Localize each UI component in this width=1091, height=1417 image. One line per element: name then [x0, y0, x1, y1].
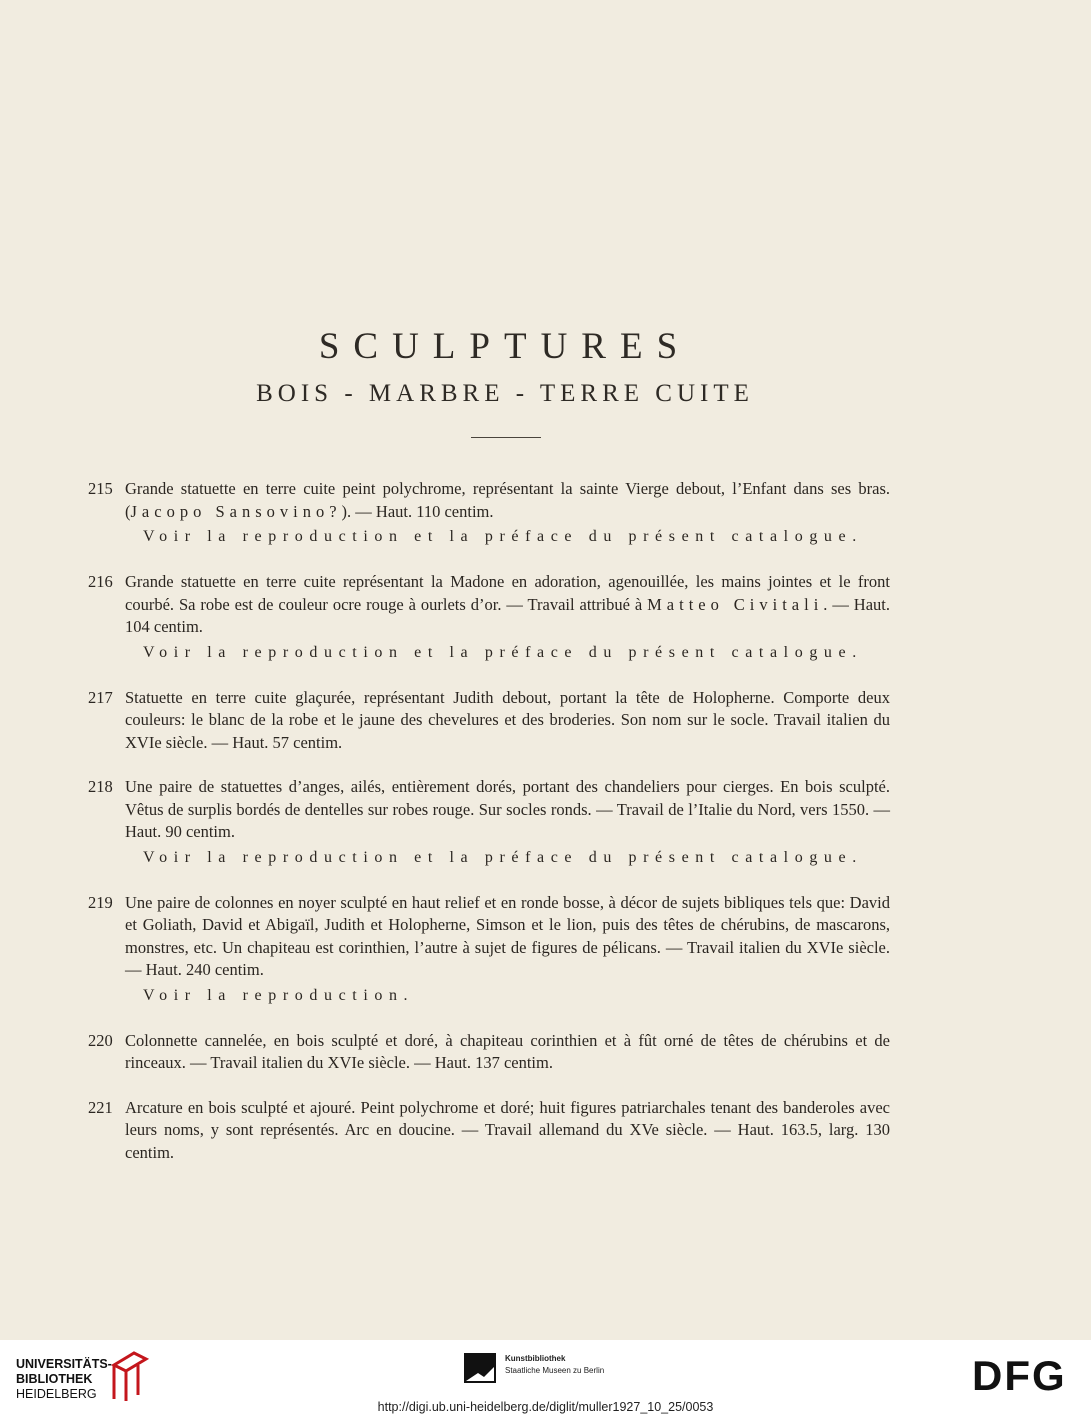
- digitization-footer: [0, 1340, 1091, 1417]
- heidelberg-library-name: UNIVERSITÄTS- BIBLIOTHEK HEIDELBERG: [16, 1357, 112, 1401]
- page-subtitle: BOIS - MARBRE - TERRE CUITE: [256, 380, 754, 407]
- page-title: SCULPTURES: [318, 326, 692, 367]
- see-reproduction-note: Voir la reproduction et la préface du présent catalogue.: [143, 848, 863, 866]
- artist-name: Matteo Civitali: [647, 594, 824, 614]
- title-divider: [471, 437, 541, 438]
- entry-number: 218: [88, 777, 113, 796]
- entry-number: 217: [88, 687, 113, 707]
- source-url[interactable]: http://digi.ub.uni-heidelberg.de/diglit/muller1927_10_25/0053: [377, 1400, 714, 1414]
- entry-number: 221: [88, 1097, 113, 1117]
- catalogue-entry-215: [88, 478, 890, 549]
- entry-text: Une paire de colonnes en noyer sculpté en haut relief et en ronde bosse, à décor de sujets bibliques tels que: David et Goliath, David et Abigaïl, Judith et Holopherne, Simson et le lion, puis des têtes de chérubins, de mascarons, monstres, etc. Un chapiteau est corinthien, l’autre à sujet de figures de pélicans. — Travail italien du XVIe siècle. — Haut. 240 centim.: [125, 892, 890, 979]
- kunstbibliothek-name: Kunstbibliothek Staatliche Museen zu Berlin: [505, 1354, 605, 1375]
- artist-name: Jacopo Sansovino?: [130, 501, 342, 521]
- kunstbibliothek-logo-icon: [464, 1353, 496, 1383]
- entry-text: Colonnette cannelée, en bois sculpté et doré, à chapiteau corinthien et à fût orné de têtes de chérubins et de rinceaux. — Travail italien du XVIe siècle. — Haut. 137 centim.: [125, 1030, 890, 1072]
- see-reproduction-note: Voir la reproduction.: [143, 986, 415, 1004]
- catalogue-entry-221: [88, 1097, 890, 1165]
- catalogue-entry-219: [88, 892, 890, 1008]
- catalogue-entry-220: [88, 1030, 890, 1075]
- entry-text: Une paire de statuettes d’anges, ailés, entièrement dorés, portant des chandeliers pour cierges. En bois sculpté. Vêtus de surplis bordés de dentelles sur robes rouge. Sur socles ronds. — Travail de l’Italie du Nord, vers 1550. — Haut. 90 centim.: [125, 777, 890, 841]
- heidelberg-library-logo-icon: [108, 1347, 152, 1403]
- catalogue-entry-216: [88, 571, 890, 665]
- see-reproduction-note: Voir la reproduction et la préface du présent catalogue.: [143, 528, 863, 545]
- catalogue-entries: [88, 478, 890, 1186]
- entry-number: 216: [88, 572, 113, 591]
- entry-text: Statuette en terre cuite glaçurée, représentant Judith debout, portant la tête de Holopherne. Comporte deux couleurs: le blanc de la robe et le jaune des chevelures et des broderies. Son nom sur le socle. Travail italien du XVIe siècle. — Haut. 57 centim.: [125, 687, 890, 752]
- see-reproduction-note: Voir la reproduction et la préface du présent catalogue.: [143, 643, 863, 661]
- entry-number: 215: [88, 479, 113, 498]
- entry-number: 219: [88, 892, 113, 912]
- entry-number: 220: [88, 1030, 113, 1050]
- catalogue-entry-217: [88, 687, 890, 755]
- dfg-logo: DFG: [972, 1352, 1067, 1399]
- entry-text: Grande statuette en terre cuite peint polychrome, représentant la sainte Vierge debout, l’Enfant dans ses bras. (Jacopo Sansovino?). — Haut. 110 centim.: [125, 479, 890, 521]
- catalogue-entry-218: [88, 776, 890, 870]
- entry-text: Grande statuette en terre cuite représentant la Madone en adoration, agenouillée, les mains jointes et le front courbé. Sa robe est de couleur ocre rouge à ourlets d’or. — Travail attribué à Matteo Civitali. — Haut. 104 centim.: [125, 572, 890, 636]
- entry-text: Arcature en bois sculpté et ajouré. Peint polychrome et doré; huit figures patriarchales tenant des banderoles avec leurs noms, y sont représentés. Arc en doucine. — Travail allemand du XVe siècle. — Haut. 163.5, larg. 130 centim.: [125, 1097, 890, 1162]
